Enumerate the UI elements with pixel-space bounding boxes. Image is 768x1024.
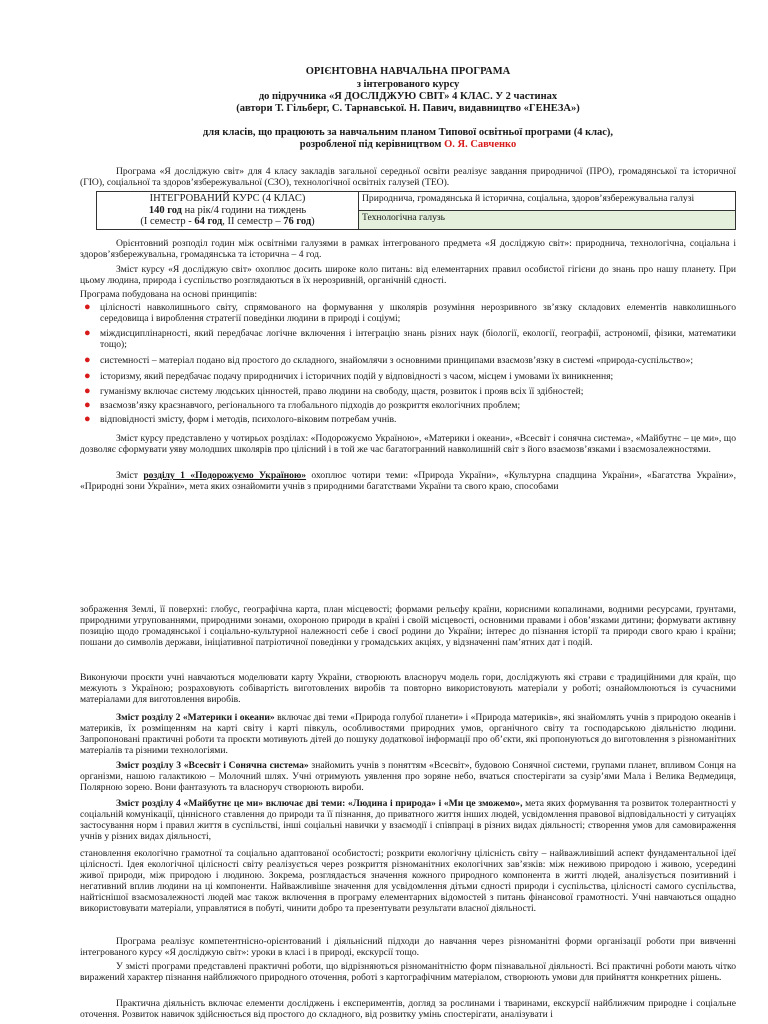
document-title: ОРІЄНТОВНА НАВЧАЛЬНА ПРОГРАМА xyxy=(305,66,511,77)
principles-intro: Програма побудована на основі принципів: xyxy=(80,289,258,300)
section4-paragraph: Зміст розділу 4 «Майбутнє це ми» включає дві теми: «Людина і природа» і «Ми це зможемо», мета яких формування та розвиток толерантності у соціальній комунікації, ціннісного ставлення до природи та її пізнання, до приватного життя інших людей, усвідомлення правової відповідальності у ситуаціях застосування норм і правил життя в суспільстві, інші соціальні навички у взаємодії і співпраці в різних видах діяльності; створення умов для самовираження учнів у різних видах діяльності, xyxy=(80,798,736,843)
sections-paragraph: Зміст курсу представлено у чотирьох розділах: «Подорожуємо Україною», «Материки і океани», «Всесвіт і сонячна система», «Майбутнє – це ми», що дозволяє сформувати уяву молодших школярів про цілісний і в той же час багатогранний навколишній світ з його взаємозв’язками і взаємозалежностями. xyxy=(80,433,736,456)
course-cell xyxy=(97,192,359,230)
developer-name: О. Я. Савченко xyxy=(444,139,517,150)
principle-item: ● системності – матеріал подано від простого до складного, знайомлячи з основними принципами взаємозв’язку в системі «природа-суспільство»; xyxy=(84,354,694,367)
activity-paragraph: Практична діяльність включає елементи досліджень і експериментів, догляд за рослинами і тваринами, екскурсії найближчим природне і соціальне оточення. Розвиток навичок здійснюється від простого до складного, від розвитку умінь спостерігати, аналізувати і xyxy=(80,998,736,1021)
section3-paragraph: Зміст розділу 3 «Всесвіт і Сонячна система» знайомить учнів з поняттям «Всесвіт», будовою Сонячної системи, групами планет, впливом Сонця на організми, нашою галактикою – Молочний шлях. Учні отримують уявлення про зоряне небо, вчаться спостерігати за сузір’ями Мала і Велика Ведмедиця, Полярною зорею. Вони фантазують та власноруч створюють вироби. xyxy=(80,760,736,794)
approach-paragraph: Програма реалізує компетентнісно-орієнтований і діяльнісний підходи до навчання через різноманітні форми організації роботи при вивченні інтегрованого курсу «Я досліджую світ»: уроки в класі і в природі, екскурсії тощо. xyxy=(80,936,736,959)
section1-heading: розділу 1 «Подорожуємо Україною» xyxy=(143,470,307,481)
principle-item: ● відповідності змісту, форм і методів, психолого-віковим потребам учнів. xyxy=(84,412,397,425)
bullet-icon: ● xyxy=(84,354,91,367)
intro-paragraph: Програма «Я досліджую світ» для 4 класу закладів загальної середньої освіти реалізує завдання природничої (ПРО), громадянської та історичної (ГІО), соціальної та здоров’язбережувальної (СЗО), технологічної освітніх галузей (ТЕО). xyxy=(80,166,736,189)
course-hours: 140 год на рік/4 години на тиждень xyxy=(148,204,307,216)
course-semesters: (І семестр - 64 год, ІІ семестр – 76 год) xyxy=(140,216,315,227)
bullet-icon: ● xyxy=(84,412,91,425)
section2-paragraph: Зміст розділу 2 «Материки і океани» включає дві теми «Природа голубої планети» і «Природа материків», які знайомлять учнів з природою океанів і материків, їх розміщенням на карті світу і карті півкуль, особливостями природних умов, органічного світу та господарською діяльністю людини. Запропоновані практичні роботи та проєкти мотивують дітей до пошуку додаткової інформації про об’єкти, які пропонуються до виготовлення з різноманітних матеріалів та різними технологіями. xyxy=(80,712,736,757)
principle-item: ● міждисциплінарності, який передбачає логічне включення і інтеграцію знань різних наук (біології, екології, географії, астрономії, фізики, математики тощо); xyxy=(84,327,736,351)
projects-paragraph: Виконуючи проєкти учні навчаються моделювати карту України, створюють власноруч модель гори, досліджують які страви є традиційними для країн, що межують з Україною; розраховують собівартість виготовлених виробів та повторно використовують матеріали у роботі; ознайомлюються із сучасними матеріалами для виготовлення виробів. xyxy=(80,672,736,706)
section3-heading: Зміст розділу 3 «Всесвіт і Сонячна система» xyxy=(116,760,309,771)
course-table xyxy=(96,191,736,230)
principles-list xyxy=(80,302,736,425)
hours-paragraph: Орієнтовний розподіл годин між освітніми галузями в рамках інтегрованого предмета «Я досліджую світ»: природнича, технологічна, соціальна і здоров’язбережувальна, громадянська та історична – 4 год. xyxy=(80,238,736,261)
section4-heading: Зміст розділу 4 «Майбутнє це ми» включає дві теми: «Людина і природа» і «Ми це зможемо», xyxy=(116,798,523,809)
principle-item: ● історизму, який передбачає подачу природничих і історичних подій у відповідності з часом, місцем і умовами їх виникнення; xyxy=(84,370,614,383)
practical-paragraph: У змісті програми представлені практичні роботи, що відрізняються різноманітністю форм пізнавальної діяльності. Всі практичні роботи мають чітко виражений характер пізнання найближчого природного оточення, роботі з картографічним матеріалом, створюють умови для прийняття конкретних рішень. xyxy=(80,961,736,984)
bullet-icon: ● xyxy=(84,327,91,340)
section2-heading: Зміст розділу 2 «Материки і океани» xyxy=(116,712,275,723)
subtitle-course: з інтегрованого курсу xyxy=(356,79,460,90)
bullet-icon: ● xyxy=(84,301,91,313)
subtitle-authors: (автори Т. Гільберг, С. Тарнавської. Н. Павич, видавництво «ГЕНЕЗА») xyxy=(236,103,580,114)
content-paragraph: Зміст курсу «Я досліджую світ» охоплює досить широке коло питань: від елементарних правил особистої гігієни до знань про нашу планету. При цьому людина, природа і суспільство розглядаються в їх нерозривній, органічній єдності. xyxy=(80,264,736,287)
course-name: ІНТЕГРОВАНИЙ КУРС (4 КЛАС) xyxy=(149,193,306,204)
principle-item: ● цілісності навколишнього світу, спрямованого на формування у школярів розуміння нерозривного зв’язку складових елементів навколишнього середовища і вироблення стратегії поведінки людини в природі і соціумі; xyxy=(84,301,736,325)
bullet-icon: ● xyxy=(84,370,91,383)
principle-item: ● взаємозв’язку краєзнавчого, регіонального та глобального підходів до розкриття екологічних проблем; xyxy=(84,398,521,411)
bullet-icon: ● xyxy=(84,384,91,397)
bullet-icon: ● xyxy=(84,398,91,411)
subtitle-textbook: до підручника «Я ДОСЛІДЖУЮ СВІТ» 4 КЛАС. У 2 частинах xyxy=(258,91,558,102)
principle-item: ● гуманізму включає систему людських цінностей, право людини на свободу, щастя, розвиток і прояв всіх її здібностей; xyxy=(84,384,584,397)
developer-prefix: розробленої під керівництвом xyxy=(299,139,442,150)
area-cell-1: Природнича, громадянська й історична, соціальна, здоров’язбережувальна галузі xyxy=(359,192,736,211)
subtitle-developer xyxy=(80,139,736,152)
continued-paragraph: зображення Землі, її поверхні: глобус, географічна карта, план місцевості; формами рельєфу країни, корисними копалинами, водними ресурсами, ґрунтами, природними угрупованнями, природними зонами, охороною природи в країні і своїй місцевості, основними правами і обов’язками дитини; формувати активну позицію щодо громадянської і соціально-культурної належності себе і своєї родини до України; інтерес до пізнання історії та природи свого краю і країни; пошани до символів держави, ініціативної патріотичної поведінки у громадських акціях, у відзначенні пам’ятних дат і подій. xyxy=(80,604,736,649)
subtitle-plan: для класів, що працюють за навчальним планом Типової освітньої програми (4 клас), xyxy=(202,127,614,138)
section4-continued: становлення екологічно грамотної та соціально адаптованої особистості; розкрити екологічну цілісність світу – найважливіший аспект фундаментальної ідеї цілісності. Ідея екологічної цілісності світу реалізується через розкриття різноманітних екологічних зав’язків: між неживою природою і живою, усередині живої природи, між природою і людиною. Зокрема, розглядається значення кожного природного компонента в житті людей, аналізується позитивний і негативний вплив людини на ці компоненти. Найважливіше значення для усвідомлення дітьми єдності природи і суспільства, цілісності самого суспільства, найтіснішої взаємозалежності людей має також включення в програму елементарних відомостей з питань фінансової грамотності. Учні навчаються ощадно використовувати матеріали, управлятися в побуті, чинити добро та презентувати результати власної діяльності. xyxy=(80,848,736,915)
area-cell-2: Технологічна галузь xyxy=(359,210,736,229)
section1-paragraph: Зміст розділу 1 «Подорожуємо Україною» охоплює чотири теми: «Природа України», «Культурна спадщина України», «Багатства України», «Природні зони України», мета яких ознайомити учнів з природними багатствами України та свого краю, способами xyxy=(80,470,736,493)
